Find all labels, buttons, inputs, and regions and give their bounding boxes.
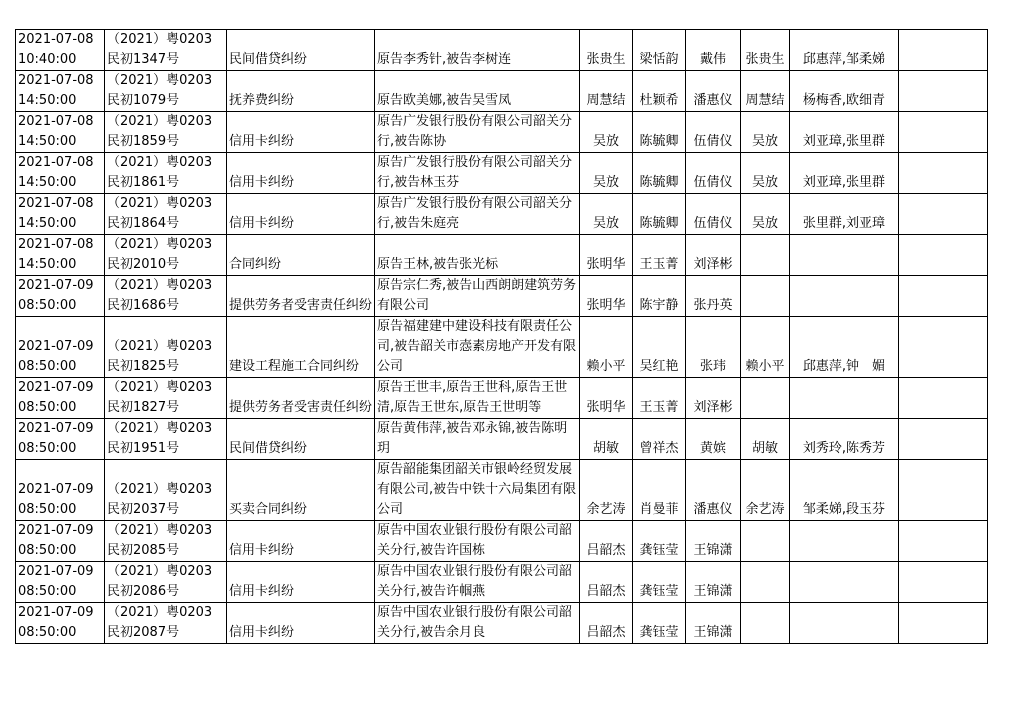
hearing-date: 2021-07-09 bbox=[18, 482, 94, 497]
presiding-judge-cell: 周慧结 bbox=[580, 71, 633, 112]
hearing-datetime-cell bbox=[16, 235, 105, 276]
case-number-prefix: （2021）粤0203 bbox=[107, 523, 213, 538]
jurors-cell bbox=[790, 235, 899, 276]
hearing-time: 08:50:00 bbox=[18, 359, 77, 374]
case-number-cell bbox=[105, 276, 227, 317]
jurors-cell: 刘秀玲,陈秀芳 bbox=[790, 419, 899, 460]
case-number-prefix: （2021）粤0203 bbox=[107, 237, 213, 252]
clerk-cell: 梁恬韵 bbox=[633, 30, 686, 71]
table-row bbox=[16, 30, 988, 71]
personnel-cell: 王锦潇 bbox=[686, 562, 741, 603]
hearing-datetime-cell bbox=[16, 562, 105, 603]
clerk-cell: 龚钰莹 bbox=[633, 521, 686, 562]
panel-judge-cell bbox=[741, 562, 790, 603]
parties-cell: 原告王世丰,原告王世科,原告王世清,原告王世东,原告王世明等 bbox=[375, 378, 580, 419]
empty-cell bbox=[899, 603, 988, 644]
hearing-datetime-cell bbox=[16, 521, 105, 562]
hearing-time: 14:50:00 bbox=[18, 134, 77, 149]
case-number-suffix: 民初2085号 bbox=[107, 543, 180, 558]
hearing-datetime-cell bbox=[16, 153, 105, 194]
personnel-cell: 潘惠仪 bbox=[686, 71, 741, 112]
case-cause-cell: 提供劳务者受害责任纠纷 bbox=[227, 378, 375, 419]
hearing-date: 2021-07-08 bbox=[18, 32, 94, 47]
case-number-suffix: 民初1864号 bbox=[107, 216, 180, 231]
case-number-suffix: 民初2086号 bbox=[107, 584, 180, 599]
jurors-cell bbox=[790, 562, 899, 603]
panel-judge-cell: 胡敏 bbox=[741, 419, 790, 460]
clerk-cell: 曾祥杰 bbox=[633, 419, 686, 460]
case-number-cell bbox=[105, 112, 227, 153]
empty-cell bbox=[899, 153, 988, 194]
panel-judge-cell: 吴放 bbox=[741, 112, 790, 153]
case-number-cell bbox=[105, 71, 227, 112]
case-number-cell bbox=[105, 460, 227, 521]
hearing-time: 08:50:00 bbox=[18, 298, 77, 313]
case-cause-cell: 信用卡纠纷 bbox=[227, 194, 375, 235]
personnel-cell: 潘惠仪 bbox=[686, 460, 741, 521]
case-number-prefix: （2021）粤0203 bbox=[107, 564, 213, 579]
hearing-date: 2021-07-09 bbox=[18, 421, 94, 436]
presiding-judge-cell: 张明华 bbox=[580, 378, 633, 419]
parties-cell: 原告宗仁秀,被告山西朗朗建筑劳务有限公司 bbox=[375, 276, 580, 317]
panel-judge-cell bbox=[741, 378, 790, 419]
case-cause-cell: 民间借贷纠纷 bbox=[227, 30, 375, 71]
case-number-cell bbox=[105, 153, 227, 194]
panel-judge-cell: 余艺涛 bbox=[741, 460, 790, 521]
jurors-cell bbox=[790, 603, 899, 644]
case-number-suffix: 民初2010号 bbox=[107, 257, 180, 272]
hearing-datetime-cell bbox=[16, 317, 105, 378]
panel-judge-cell bbox=[741, 521, 790, 562]
schedule-body bbox=[16, 30, 988, 644]
personnel-cell: 刘泽彬 bbox=[686, 235, 741, 276]
table-row bbox=[16, 562, 988, 603]
hearing-date: 2021-07-08 bbox=[18, 196, 94, 211]
hearing-date: 2021-07-08 bbox=[18, 114, 94, 129]
clerk-cell: 陈毓卿 bbox=[633, 112, 686, 153]
empty-cell bbox=[899, 562, 988, 603]
jurors-cell: 刘亚璋,张里群 bbox=[790, 153, 899, 194]
personnel-cell: 伍倩仪 bbox=[686, 194, 741, 235]
hearing-schedule-table bbox=[15, 29, 988, 644]
table-row bbox=[16, 71, 988, 112]
presiding-judge-cell: 吴放 bbox=[580, 112, 633, 153]
empty-cell bbox=[899, 521, 988, 562]
personnel-cell: 王锦潇 bbox=[686, 603, 741, 644]
case-number-cell bbox=[105, 521, 227, 562]
presiding-judge-cell: 张明华 bbox=[580, 235, 633, 276]
hearing-date: 2021-07-09 bbox=[18, 339, 94, 354]
personnel-cell: 张玮 bbox=[686, 317, 741, 378]
case-number-suffix: 民初1827号 bbox=[107, 400, 180, 415]
empty-cell bbox=[899, 71, 988, 112]
clerk-cell: 陈毓卿 bbox=[633, 194, 686, 235]
personnel-cell: 刘泽彬 bbox=[686, 378, 741, 419]
empty-cell bbox=[899, 419, 988, 460]
presiding-judge-cell: 吴放 bbox=[580, 153, 633, 194]
case-number-cell bbox=[105, 603, 227, 644]
hearing-date: 2021-07-09 bbox=[18, 605, 94, 620]
presiding-judge-cell: 吕韶杰 bbox=[580, 562, 633, 603]
panel-judge-cell: 吴放 bbox=[741, 153, 790, 194]
hearing-date: 2021-07-08 bbox=[18, 237, 94, 252]
parties-cell: 原告福建建中建设科技有限责任公司,被告韶关市悫素房地产开发有限公司 bbox=[375, 317, 580, 378]
table-row bbox=[16, 603, 988, 644]
personnel-cell: 伍倩仪 bbox=[686, 112, 741, 153]
presiding-judge-cell: 赖小平 bbox=[580, 317, 633, 378]
case-cause-cell: 合同纠纷 bbox=[227, 235, 375, 276]
jurors-cell: 张里群,刘亚璋 bbox=[790, 194, 899, 235]
panel-judge-cell: 张贵生 bbox=[741, 30, 790, 71]
case-number-cell bbox=[105, 317, 227, 378]
case-number-prefix: （2021）粤0203 bbox=[107, 32, 213, 47]
hearing-date: 2021-07-09 bbox=[18, 523, 94, 538]
parties-cell: 原告中国农业银行股份有限公司韶关分行,被告许帼燕 bbox=[375, 562, 580, 603]
table-row bbox=[16, 419, 988, 460]
hearing-datetime-cell bbox=[16, 71, 105, 112]
jurors-cell bbox=[790, 276, 899, 317]
case-cause-cell: 信用卡纠纷 bbox=[227, 521, 375, 562]
parties-cell: 原告韶能集团韶关市银岭经贸发展有限公司,被告中铁十六局集团有限公司 bbox=[375, 460, 580, 521]
case-number-prefix: （2021）粤0203 bbox=[107, 421, 213, 436]
case-cause-cell: 买卖合同纠纷 bbox=[227, 460, 375, 521]
case-number-suffix: 民初1951号 bbox=[107, 441, 180, 456]
parties-cell: 原告广发银行股份有限公司韶关分行,被告陈协 bbox=[375, 112, 580, 153]
hearing-datetime-cell bbox=[16, 30, 105, 71]
case-number-suffix: 民初1686号 bbox=[107, 298, 180, 313]
parties-cell: 原告黄伟萍,被告邓永锦,被告陈明玥 bbox=[375, 419, 580, 460]
case-number-suffix: 民初1079号 bbox=[107, 93, 180, 108]
clerk-cell: 肖曼菲 bbox=[633, 460, 686, 521]
empty-cell bbox=[899, 112, 988, 153]
jurors-cell bbox=[790, 378, 899, 419]
hearing-time: 08:50:00 bbox=[18, 625, 77, 640]
case-cause-cell: 信用卡纠纷 bbox=[227, 562, 375, 603]
table-row bbox=[16, 112, 988, 153]
case-cause-cell: 信用卡纠纷 bbox=[227, 603, 375, 644]
clerk-cell: 陈毓卿 bbox=[633, 153, 686, 194]
hearing-time: 08:50:00 bbox=[18, 543, 77, 558]
hearing-datetime-cell bbox=[16, 276, 105, 317]
personnel-cell: 伍倩仪 bbox=[686, 153, 741, 194]
case-number-prefix: （2021）粤0203 bbox=[107, 482, 213, 497]
parties-cell: 原告王林,被告张光标 bbox=[375, 235, 580, 276]
jurors-cell: 邹柔娣,段玉芬 bbox=[790, 460, 899, 521]
empty-cell bbox=[899, 317, 988, 378]
presiding-judge-cell: 胡敏 bbox=[580, 419, 633, 460]
hearing-time: 14:50:00 bbox=[18, 257, 77, 272]
clerk-cell: 杜颖希 bbox=[633, 71, 686, 112]
jurors-cell: 杨梅香,欧细青 bbox=[790, 71, 899, 112]
hearing-datetime-cell bbox=[16, 378, 105, 419]
hearing-time: 08:50:00 bbox=[18, 441, 77, 456]
jurors-cell: 邱惠萍,邹柔娣 bbox=[790, 30, 899, 71]
hearing-time: 10:40:00 bbox=[18, 52, 77, 67]
case-number-prefix: （2021）粤0203 bbox=[107, 605, 213, 620]
case-number-prefix: （2021）粤0203 bbox=[107, 114, 213, 129]
clerk-cell: 陈宇静 bbox=[633, 276, 686, 317]
jurors-cell bbox=[790, 521, 899, 562]
table-row bbox=[16, 153, 988, 194]
panel-judge-cell bbox=[741, 603, 790, 644]
panel-judge-cell: 吴放 bbox=[741, 194, 790, 235]
table-row bbox=[16, 235, 988, 276]
parties-cell: 原告欧美娜,被告吴雪凤 bbox=[375, 71, 580, 112]
hearing-time: 08:50:00 bbox=[18, 584, 77, 599]
hearing-time: 08:50:00 bbox=[18, 400, 77, 415]
hearing-datetime-cell bbox=[16, 603, 105, 644]
panel-judge-cell bbox=[741, 276, 790, 317]
hearing-time: 14:50:00 bbox=[18, 216, 77, 231]
parties-cell: 原告中国农业银行股份有限公司韶关分行,被告余月良 bbox=[375, 603, 580, 644]
case-number-suffix: 民初1859号 bbox=[107, 134, 180, 149]
presiding-judge-cell: 余艺涛 bbox=[580, 460, 633, 521]
panel-judge-cell: 赖小平 bbox=[741, 317, 790, 378]
case-number-suffix: 民初1347号 bbox=[107, 52, 180, 67]
table-row bbox=[16, 460, 988, 521]
case-number-prefix: （2021）粤0203 bbox=[107, 380, 213, 395]
personnel-cell: 王锦潇 bbox=[686, 521, 741, 562]
case-number-prefix: （2021）粤0203 bbox=[107, 73, 213, 88]
clerk-cell: 王玉菁 bbox=[633, 235, 686, 276]
table-row bbox=[16, 276, 988, 317]
table-row bbox=[16, 317, 988, 378]
empty-cell bbox=[899, 194, 988, 235]
case-number-prefix: （2021）粤0203 bbox=[107, 339, 213, 354]
case-cause-cell: 建设工程施工合同纠纷 bbox=[227, 317, 375, 378]
presiding-judge-cell: 张明华 bbox=[580, 276, 633, 317]
table-row bbox=[16, 521, 988, 562]
empty-cell bbox=[899, 378, 988, 419]
case-cause-cell: 信用卡纠纷 bbox=[227, 153, 375, 194]
case-number-prefix: （2021）粤0203 bbox=[107, 196, 213, 211]
hearing-date: 2021-07-08 bbox=[18, 155, 94, 170]
case-number-cell bbox=[105, 30, 227, 71]
clerk-cell: 龚钰莹 bbox=[633, 562, 686, 603]
parties-cell: 原告广发银行股份有限公司韶关分行,被告朱庭亮 bbox=[375, 194, 580, 235]
hearing-time: 14:50:00 bbox=[18, 175, 77, 190]
case-number-suffix: 民初2037号 bbox=[107, 502, 180, 517]
clerk-cell: 王玉菁 bbox=[633, 378, 686, 419]
presiding-judge-cell: 吕韶杰 bbox=[580, 521, 633, 562]
hearing-date: 2021-07-09 bbox=[18, 380, 94, 395]
hearing-datetime-cell bbox=[16, 194, 105, 235]
presiding-judge-cell: 吴放 bbox=[580, 194, 633, 235]
case-number-cell bbox=[105, 194, 227, 235]
case-number-prefix: （2021）粤0203 bbox=[107, 278, 213, 293]
case-number-cell bbox=[105, 378, 227, 419]
empty-cell bbox=[899, 460, 988, 521]
case-number-suffix: 民初2087号 bbox=[107, 625, 180, 640]
jurors-cell: 邱惠萍,钟 媚 bbox=[790, 317, 899, 378]
hearing-datetime-cell bbox=[16, 460, 105, 521]
case-number-suffix: 民初1861号 bbox=[107, 175, 180, 190]
empty-cell bbox=[899, 235, 988, 276]
hearing-datetime-cell bbox=[16, 419, 105, 460]
jurors-cell: 刘亚璋,张里群 bbox=[790, 112, 899, 153]
panel-judge-cell bbox=[741, 235, 790, 276]
hearing-datetime-cell bbox=[16, 112, 105, 153]
hearing-date: 2021-07-08 bbox=[18, 73, 94, 88]
case-number-prefix: （2021）粤0203 bbox=[107, 155, 213, 170]
case-cause-cell: 信用卡纠纷 bbox=[227, 112, 375, 153]
case-number-cell bbox=[105, 235, 227, 276]
hearing-date: 2021-07-09 bbox=[18, 278, 94, 293]
clerk-cell: 吴红艳 bbox=[633, 317, 686, 378]
empty-cell bbox=[899, 276, 988, 317]
personnel-cell: 张丹英 bbox=[686, 276, 741, 317]
case-number-cell bbox=[105, 419, 227, 460]
table-row bbox=[16, 194, 988, 235]
case-cause-cell: 抚养费纠纷 bbox=[227, 71, 375, 112]
hearing-time: 08:50:00 bbox=[18, 502, 77, 517]
case-cause-cell: 民间借贷纠纷 bbox=[227, 419, 375, 460]
personnel-cell: 黄嫔 bbox=[686, 419, 741, 460]
clerk-cell: 龚钰莹 bbox=[633, 603, 686, 644]
parties-cell: 原告李秀针,被告李树连 bbox=[375, 30, 580, 71]
table-row bbox=[16, 378, 988, 419]
presiding-judge-cell: 吕韶杰 bbox=[580, 603, 633, 644]
presiding-judge-cell: 张贵生 bbox=[580, 30, 633, 71]
case-cause-cell: 提供劳务者受害责任纠纷 bbox=[227, 276, 375, 317]
empty-cell bbox=[899, 30, 988, 71]
parties-cell: 原告中国农业银行股份有限公司韶关分行,被告许国栋 bbox=[375, 521, 580, 562]
case-number-cell bbox=[105, 562, 227, 603]
hearing-date: 2021-07-09 bbox=[18, 564, 94, 579]
parties-cell: 原告广发银行股份有限公司韶关分行,被告林玉芬 bbox=[375, 153, 580, 194]
case-number-suffix: 民初1825号 bbox=[107, 359, 180, 374]
hearing-time: 14:50:00 bbox=[18, 93, 77, 108]
panel-judge-cell: 周慧结 bbox=[741, 71, 790, 112]
personnel-cell: 戴伟 bbox=[686, 30, 741, 71]
